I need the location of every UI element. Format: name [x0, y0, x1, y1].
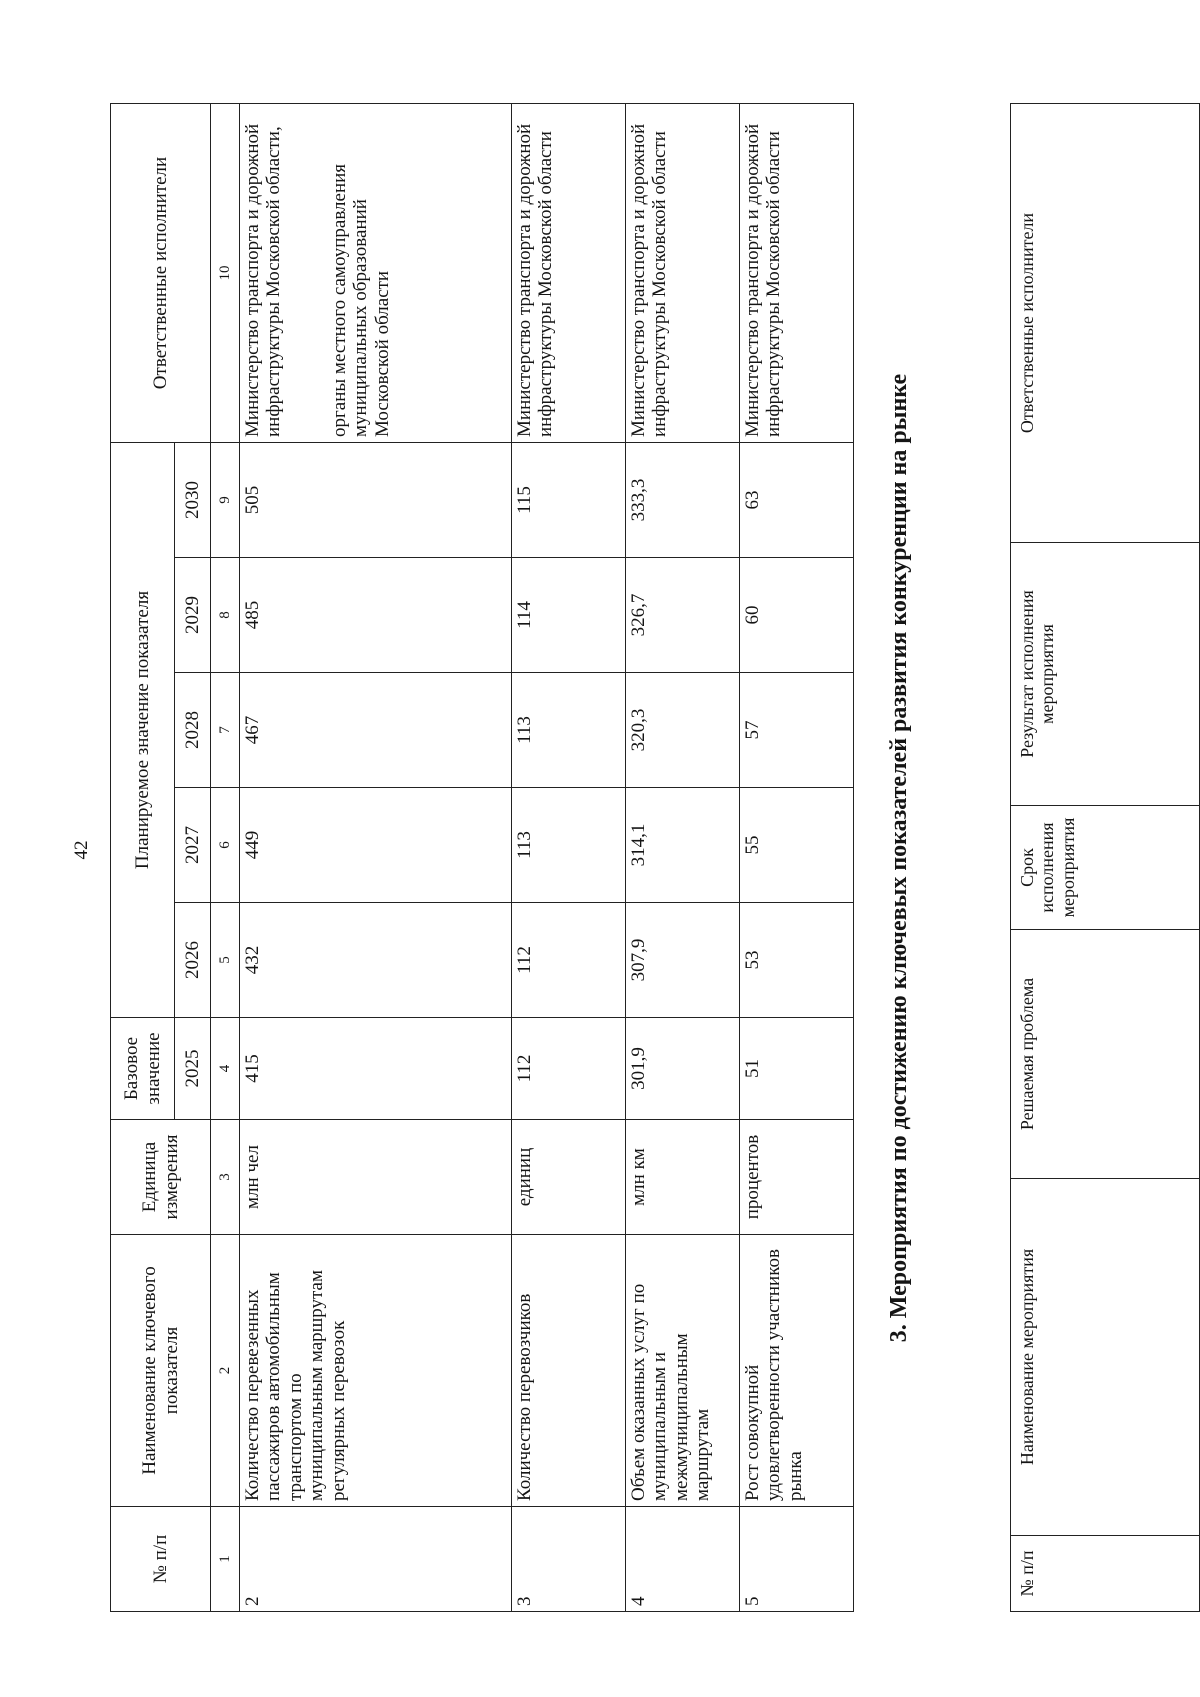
column-number: 1 [211, 1507, 240, 1612]
section-number: 3. [886, 1324, 912, 1343]
value-cell: 60 [740, 558, 854, 673]
measures-table-container [1010, 104, 1200, 1612]
section-heading [885, 104, 913, 1612]
row-number: 5 [740, 1507, 854, 1612]
section-title: Мероприятия по достижению ключевых показателей развития конкуренции на рынке [886, 373, 912, 1319]
column-number: 5 [211, 903, 240, 1018]
header-year: 2030 [175, 442, 211, 557]
value-cell: 113 [512, 788, 626, 903]
value-cell: 307,9 [626, 903, 740, 1018]
header-base-value: Базовое значение [111, 1018, 175, 1120]
responsible-cell: Министерство транспорта и дорожной инфраструктуры Московской области [626, 103, 740, 442]
value-cell: 314,1 [626, 788, 740, 903]
value-cell: 320,3 [626, 673, 740, 788]
table-row [240, 103, 512, 1611]
value-cell: 432 [240, 903, 512, 1018]
header-year: 2025 [175, 1018, 211, 1120]
value-cell: 505 [240, 442, 512, 557]
kpi-table [110, 103, 854, 1612]
indicator-name: Количество перевозчиков [512, 1235, 626, 1507]
value-cell: 115 [512, 442, 626, 557]
unit: процентов [740, 1120, 854, 1235]
value-cell: 57 [740, 673, 854, 788]
unit: единиц [512, 1120, 626, 1235]
kpi-table-container [110, 104, 854, 1612]
value-cell: 415 [240, 1018, 512, 1120]
value-cell: 112 [512, 1018, 626, 1120]
measures-header-result: Результат исполнения мероприятия [1011, 543, 1200, 806]
measures-header-name: Наименование мероприятия [1011, 1179, 1200, 1536]
value-cell: 114 [512, 558, 626, 673]
header-year: 2027 [175, 788, 211, 903]
value-cell: 113 [512, 673, 626, 788]
measures-header-problem: Решаемая проблема [1011, 930, 1200, 1179]
unit: млн чел [240, 1120, 512, 1235]
value-cell: 112 [512, 903, 626, 1018]
column-number: 4 [211, 1018, 240, 1120]
measures-header-deadline: Срок исполнения мероприятия [1011, 806, 1200, 930]
header-year: 2028 [175, 673, 211, 788]
header-indicator-name: Наименование ключевого показателя [111, 1235, 211, 1507]
table-row [512, 103, 626, 1611]
column-number: 9 [211, 442, 240, 557]
header-year: 2026 [175, 903, 211, 1018]
responsible-cell [240, 103, 512, 442]
spacer [285, 109, 329, 437]
column-number: 7 [211, 673, 240, 788]
header-no: № п/п [111, 1507, 211, 1612]
responsible-cell: Министерство транспорта и дорожной инфраструктуры Московской области [512, 103, 626, 442]
header-year: 2029 [175, 558, 211, 673]
value-cell: 467 [240, 673, 512, 788]
indicator-name: Количество перевезенных пассажиров автомобильным транспортом по муниципальным маршрутам регулярных перевозок [240, 1235, 512, 1507]
responsible-text-extra: органы местного самоуправления муниципальных образований Московской области [328, 163, 393, 437]
table-row [740, 103, 854, 1611]
column-number: 2 [211, 1235, 240, 1507]
column-number: 10 [211, 103, 240, 442]
row-number: 3 [512, 1507, 626, 1612]
value-cell: 449 [240, 788, 512, 903]
value-cell: 485 [240, 558, 512, 673]
value-cell: 53 [740, 903, 854, 1018]
measures-table [1010, 103, 1200, 1612]
measures-header-responsible: Ответственные исполнители [1011, 104, 1200, 543]
value-cell: 333,3 [626, 442, 740, 557]
value-cell: 55 [740, 788, 854, 903]
responsible-text: Министерство транспорта и дорожной инфраструктуры Московской области, [242, 123, 285, 437]
indicator-name: Объем оказанных услуг по муниципальным и межмуниципальным маршрутам [626, 1235, 740, 1507]
column-number: 6 [211, 788, 240, 903]
value-cell: 326,7 [626, 558, 740, 673]
table-row [626, 103, 740, 1611]
responsible-cell: Министерство транспорта и дорожной инфраструктуры Московской области [740, 103, 854, 442]
value-cell: 301,9 [626, 1018, 740, 1120]
section-heading-container [885, 104, 913, 1612]
column-number: 3 [211, 1120, 240, 1235]
row-number: 2 [240, 1507, 512, 1612]
value-cell: 63 [740, 442, 854, 557]
header-responsible: Ответственные исполнители [111, 103, 211, 442]
header-planned-value: Планируемое значение показателя [111, 442, 175, 1017]
header-unit: Единица измерения [111, 1120, 211, 1235]
column-number: 8 [211, 558, 240, 673]
page-number: 42 [71, 840, 92, 860]
measures-header-no: № п/п [1011, 1536, 1200, 1612]
value-cell: 51 [740, 1018, 854, 1120]
row-number: 4 [626, 1507, 740, 1612]
indicator-name: Рост совокупной удовлетворенности участников рынка [740, 1235, 854, 1507]
unit: млн км [626, 1120, 740, 1235]
